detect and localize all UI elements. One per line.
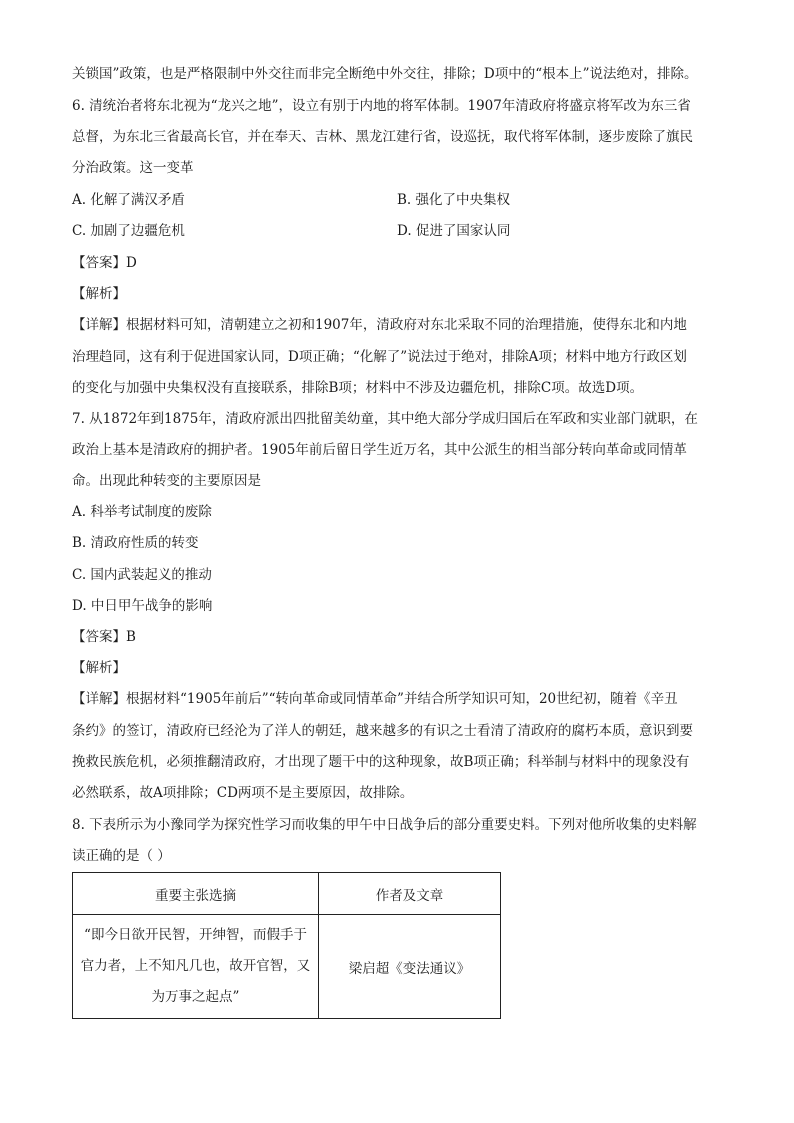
question-6-option-d: D. 促进了国家认同 [397,223,511,239]
question-7-detail: 挽救民族危机，必须推翻清政府，才出现了题干中的这种现象，故B项正确；科举制与材料中的现象没有 [72,754,690,770]
question-7-option-b: B. 清政府性质的转变 [72,535,199,551]
question-7-option-a: A. 科举考试制度的废除 [72,504,212,520]
question-6-detail: 治理趋同，这有利于促进国家认同，D项正确；“化解了”说法过于绝对，排除A项；材料中地方行政区划 [72,349,687,365]
question-6-option-c: C. 加剧了边疆危机 [72,223,185,239]
question-6-stem: 总督，为东北三省最高长官，并在奉天、吉林、黑龙江建行省，设巡抚，取代将军体制，逐步废除了旗民 [72,129,693,145]
question-6-answer: 【答案】D [72,255,137,271]
question-7-stem: 7. 从1872年到1875年，清政府派出四批留美幼童，其中绝大部分学成归国后在军政和实业部门就职，在 [72,411,698,427]
table-header-row [73,873,501,915]
question-6-analysis-heading: 【解析】 [72,286,126,302]
source-table [72,872,501,1019]
question-6-detail: 【详解】根据材料可知，清朝建立之初和1907年，清政府对东北采取不同的治理措施，使得东北和内地 [72,317,687,333]
question-6-stem: 分治政策。这一变革 [72,160,194,176]
question-6-option-a: A. 化解了满汉矛盾 [72,192,185,208]
table-cell-quote: “即今日欲开民智，开绅智，而假手于官力者，上不知凡几也，故开官智，又为万事之起点” [73,915,319,1019]
question-8-stem: 8. 下表所示为小豫同学为探究性学习而收集的甲午中日战争后的部分重要史料。下列对他所收集的史料解 [72,817,697,833]
table-header-cell: 作者及文章 [319,873,501,915]
question-6-stem: 6. 清统治者将东北视为“龙兴之地”，设立有别于内地的将军体制。1907年清政府将盛京将军改为东三省 [72,98,691,114]
question-8-stem: 读正确的是（ ） [72,848,171,864]
question-6-option-b: B. 强化了中央集权 [397,192,511,208]
question-7-detail: 条约》的签订，清政府已经沦为了洋人的朝廷，越来越多的有识之士看清了清政府的腐朽本质，意识到要 [72,723,693,739]
question-7-stem: 政治上基本是清政府的拥护者。1905年前后留日学生近万名，其中公派生的相当部分转向革命或同情革 [72,442,687,458]
question-7-option-c: C. 国内武装起义的推动 [72,567,212,583]
text-line: 关锁国”政策，也是严格限制中外交往而非完全断绝中外交往，排除；D项中的“根本上”说法绝对，排除。 [72,66,698,82]
question-7-stem: 命。出现此种转变的主要原因是 [72,473,261,489]
table-cell-source: 梁启超《变法通议》 [319,915,501,1019]
question-7-answer: 【答案】B [72,629,136,645]
table-row [73,915,501,1019]
question-7-analysis-heading: 【解析】 [72,660,126,676]
question-7-detail: 必然联系，故A项排除；CD两项不是主要原因，故排除。 [72,785,414,801]
table-header-cell: 重要主张选摘 [73,873,319,915]
question-7-option-d: D. 中日甲午战争的影响 [72,598,213,614]
question-7-detail: 【详解】根据材料“1905年前后”“转向革命或同情革命”并结合所学知识可知，20世纪初，随着《辛丑 [72,691,678,707]
question-6-detail: 的变化与加强中央集权没有直接联系，排除B项；材料中不涉及边疆危机，排除C项。故选D项。 [72,380,644,396]
